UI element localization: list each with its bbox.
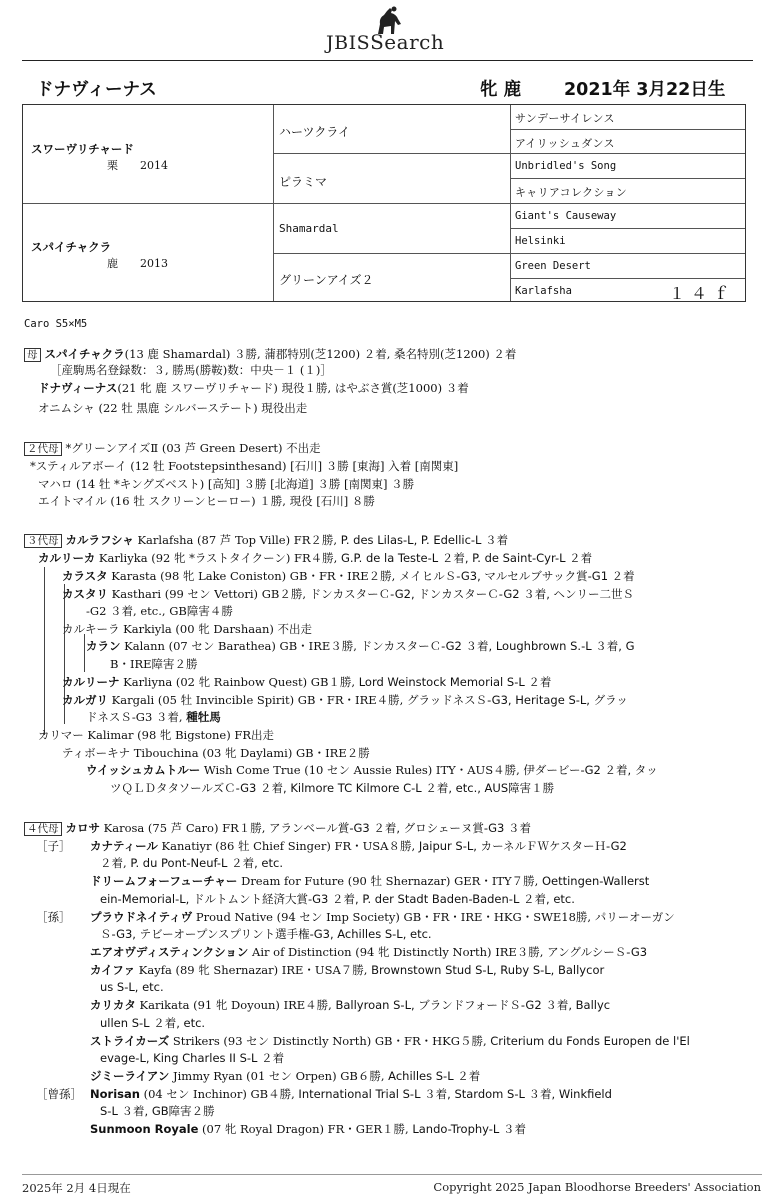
sire-sub: 栗 2014 [107, 159, 168, 172]
horse-name: ドナヴィーナス [36, 80, 157, 100]
g4-tag: ４代母 [24, 822, 62, 836]
dam-line-2: ドナヴィーナス(21 牝 鹿 スワーヴリチャード) 現役１勝, はやぶさ賞(芝1000) ３着 [38, 381, 469, 395]
g4-line-16: S-L ３着, GB障害２勝 [100, 1104, 215, 1118]
title-row [36, 76, 736, 102]
g4-line-1: ［子］ カナティール Kanatiyr (86 牡 Chief Singer) FR・USA８勝, Jaipur S-L, カーネルＦＷケスターＨ-G2 [36, 839, 627, 853]
g3-line-12: ティボーキナ Tibouchina (03 牝 Daylami) GB・IRE２勝 [62, 746, 370, 760]
gen3-2[interactable]: アイリッシュダンス [515, 137, 615, 150]
g2-tag: ２代母 [24, 442, 62, 456]
gen2-2[interactable]: ピラミマ [279, 175, 328, 189]
birth-date: 2021年 3月22日生 [564, 80, 726, 100]
logo-jbis: JBIS [326, 32, 371, 54]
g3-line-4: -G2 ３着, etc., GB障害４勝 [86, 604, 233, 618]
sire-cell [31, 141, 168, 173]
g4-line-4: ein-Memorial-L, ドルトムント経済大賞-G3 ２着, P. der Stadt Baden-Baden-L ２着, etc. [100, 892, 575, 906]
gen3-7[interactable]: Green Desert [515, 260, 591, 272]
dam-cell [31, 239, 168, 271]
footer-rule [22, 1174, 762, 1175]
g4-line-5: ［孫］ プラウドネイティヴ Proud Native (94 セン Imp Society) GB・FR・IRE・HKG・SWE18勝, パリーオーガン [36, 910, 675, 924]
gen3-3[interactable]: Unbridled's Song [515, 160, 617, 172]
gen3-5[interactable]: Giant's Causeway [515, 210, 617, 222]
furlong-count: １４ｆ [668, 284, 735, 303]
gen3-6[interactable]: Helsinki [515, 235, 566, 247]
dam-sub: 鹿 2013 [107, 257, 168, 270]
tree-bar-3 [84, 634, 85, 672]
g3-tag: ３代母 [24, 534, 62, 548]
g3-line-1: カルリーカ Karliyka (92 牝 *ラストタイクーン) FR４勝, G.P. de la Teste-L ２着, P. de Saint-Cyr-L ２着 [38, 551, 593, 565]
gen3-1[interactable]: サンデーサイレンス [515, 112, 615, 125]
g2-line-2: マハロ (14 牡 *キングズベスト) [高知] ３勝 [北海道] ３勝 [南関東] ３勝 [38, 477, 415, 491]
dam-name[interactable]: スパイチャクラ [31, 240, 112, 254]
inbreeding-note: Caro S5×M5 [24, 318, 88, 330]
g3-line-3: カスタリ Kasthari (99 セン Vettori) GB２勝, ドンカスターＣ-G2, ドンカスターＣ-G2 ３着, ヘンリー二世Ｓ [62, 587, 635, 601]
sire-name[interactable]: スワーヴリチャード [31, 142, 134, 156]
dam-line-1: ［産駒馬名登録数：３, 勝馬(勝鞍)数：中央－１ (１)］ [50, 363, 332, 377]
g4-line-0: ４代母 カロサ Karosa (75 芦 Caro) FR１勝, アランベール賞-G3 ２着, グロシェーヌ賞-G3 ３着 [24, 820, 531, 836]
g3-line-9: カルガリ Kargali (05 牡 Invincible Spirit) GB・FR・IRE４勝, グラッドネスＳ-G3, Heritage S-L, グラッ [62, 693, 628, 707]
g4-line-9: us S-L, etc. [100, 980, 164, 994]
g2-line-3: エイトマイル (16 牡 スクリーンヒーロー) １勝, 現役 [石川] ８勝 [38, 494, 375, 508]
gen2-1[interactable]: ハーツクライ [279, 125, 351, 139]
g4-line-12: ストライカーズ Strikers (93 セン Distinctly North) GB・FR・HKG５勝, Criterium du Fonds Europen de l'El [90, 1034, 690, 1048]
g4-line-15: ［曾孫］ Norisan (04 セン Inchinor) GB４勝, International Trial S-L ３着, Stardom S-L ３着, Winkfield [36, 1087, 612, 1101]
dam-line-3: オニムシャ (22 牡 黒鹿 シルバーステート) 現役出走 [38, 401, 308, 415]
pedigree-table [22, 104, 746, 302]
g3-line-7: B・IRE障害２勝 [110, 657, 198, 671]
g3-line-8: カルリーナ Karliyna (02 牝 Rainbow Quest) GB１勝, Lord Weinstock Memorial S-L ２着 [62, 675, 552, 689]
jbis-search-logo[interactable] [326, 6, 461, 56]
as-of-date: 2025年 2月 4日現在 [22, 1181, 131, 1195]
dam-line-0: 母 スパイチャクラ(13 鹿 Shamardal) ３勝, 蒲郡特別(芝1200) ２着, 桑名特別(芝1200) ２着 [24, 346, 516, 362]
gen2-3[interactable]: Shamardal [279, 222, 339, 235]
g3-line-0: ３代母 カルラフシャ Karlafsha (87 芦 Top Ville) FR２勝, P. des Lilas-L, P. Edellic-L ３着 [24, 532, 508, 548]
g3-line-13: ウイッシュカムトルー Wish Come True (10 セン Aussie Rules) ITY・AUS４勝, 伊ダービー-G2 ２着, タッ [86, 763, 658, 777]
sex-color: 牝 鹿 [480, 80, 522, 100]
logo-search: Search [370, 30, 445, 54]
header-rule [22, 60, 753, 61]
g3-line-10: ドネスＳ-G3 ３着, 種牡馬 [86, 710, 221, 724]
g4-line-7: エアオヴディスティンクション Air of Distinction (94 牝 Distinctly North) IRE３勝, アングルシーＳ-G3 [90, 945, 648, 959]
gen2-4[interactable]: グリーンアイズ２ [279, 273, 374, 287]
g4-line-3: ドリームフォーフューチャー Dream for Future (90 牡 Shernazar) GER・ITY７勝, Oettingen-Wallerst [90, 874, 650, 888]
g3-line-11: カリマー Kalimar (98 牝 Bigstone) FR出走 [38, 728, 275, 742]
g4-line-6: Ｓ-G3, テビーオープンスプリント選手権-G3, Achilles S-L, etc. [100, 927, 432, 941]
gen3-8[interactable]: Karlafsha [515, 285, 572, 297]
g3-line-14: ツＱＬＤタタソールズＣ-G3 ２着, Kilmore TC Kilmore C-L ２着, etc., AUS障害１勝 [110, 781, 555, 795]
g2-line-0: ２代母 *グリーンアイズⅡ (03 芦 Green Desert) 不出走 [24, 440, 321, 456]
copyright: Copyright 2025 Japan Bloodhorse Breeders' Association [433, 1180, 761, 1194]
g3-line-6: カラン Kalann (07 セン Barathea) GB・IRE３勝, ドンカスターＣ-G2 ３着, Loughbrown S.-L ３着, G [86, 639, 635, 653]
g3-line-5: カルキーラ Karkiyla (00 牝 Darshaan) 不出走 [62, 622, 313, 636]
g4-line-2: ２着, P. du Pont-Neuf-L ２着, etc. [100, 856, 283, 870]
g4-line-8: カイファ Kayfa (89 牝 Shernazar) IRE・USA７勝, Brownstown Stud S-L, Ruby S-L, Ballycor [90, 963, 605, 977]
g3-line-2: カラスタ Karasta (98 牝 Lake Coniston) GB・FR・IRE２勝, メイヒルＳ-G3, マルセルブサック賞-G1 ２着 [62, 569, 635, 583]
tree-bar-1 [44, 567, 45, 735]
g4-line-14: ジミーライアン Jimmy Ryan (01 セン Orpen) GB６勝, Achilles S-L ２着 [90, 1069, 481, 1083]
gen3-4[interactable]: キャリアコレクション [515, 186, 628, 199]
dam-tag: 母 [24, 348, 41, 362]
g2-line-1: *スティルアボーイ (12 牡 Footstepsinthesand) [石川] ３勝 [東海] 入着 [南関東] [30, 459, 459, 473]
g4-line-13: evage-L, King Charles II S-L ２着 [100, 1051, 285, 1065]
g4-line-10: カリカタ Karikata (91 牝 Doyoun) IRE４勝, Ballyroan S-L, ブランドフォードＳ-G2 ３着, Ballyc [90, 998, 611, 1012]
g4-line-17: Sunmoon Royale (07 牝 Royal Dragon) FR・GER１勝, Lando-Trophy-L ３着 [90, 1122, 526, 1136]
g4-line-11: ullen S-L ２着, etc. [100, 1016, 206, 1030]
